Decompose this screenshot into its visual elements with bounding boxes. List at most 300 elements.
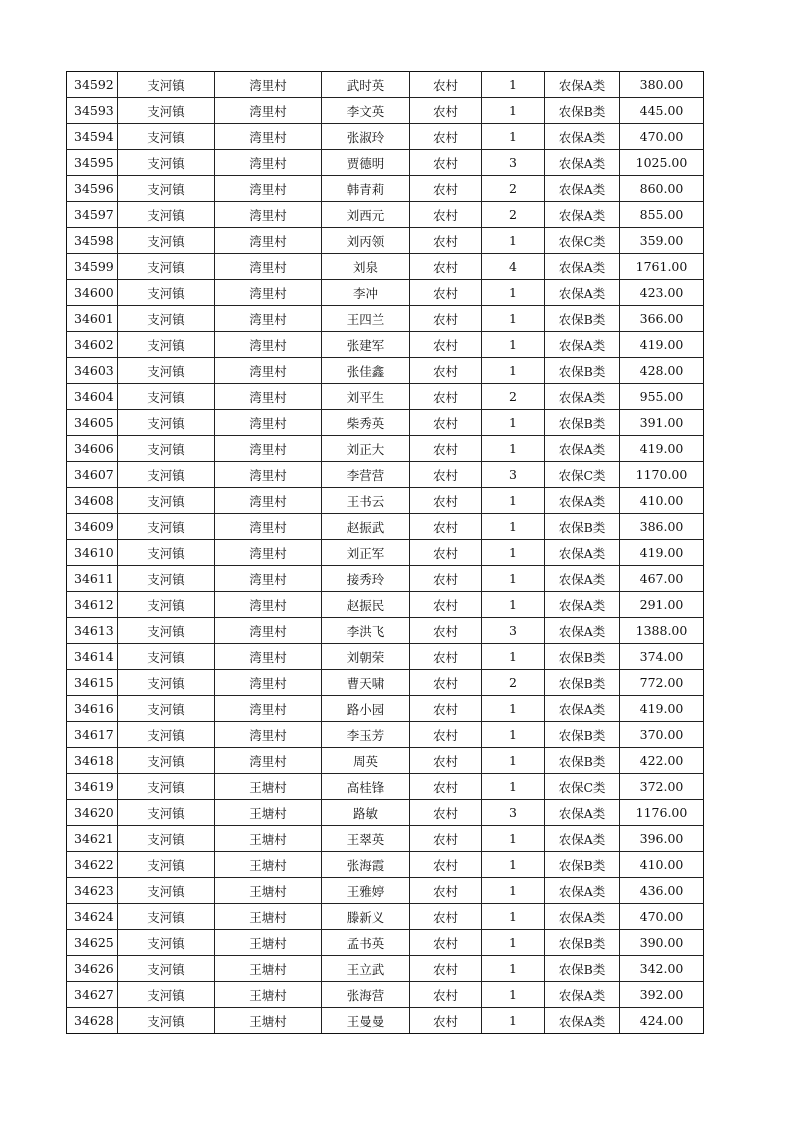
cell-name: 李玉芳 — [322, 722, 410, 748]
table-row — [67, 228, 704, 254]
cell-record-id: 34596 — [67, 176, 118, 202]
cell-household-type: 农村 — [410, 462, 482, 488]
cell-town: 支河镇 — [118, 696, 215, 722]
cell-insurance-class: 农保C类 — [545, 774, 620, 800]
cell-record-id: 34622 — [67, 852, 118, 878]
cell-village: 湾里村 — [215, 228, 322, 254]
cell-record-id: 34595 — [67, 150, 118, 176]
cell-name: 王四兰 — [322, 306, 410, 332]
cell-person-count: 1 — [482, 930, 545, 956]
cell-insurance-class: 农保A类 — [545, 1008, 620, 1034]
cell-town: 支河镇 — [118, 98, 215, 124]
cell-household-type: 农村 — [410, 176, 482, 202]
cell-person-count: 1 — [482, 410, 545, 436]
cell-record-id: 34593 — [67, 98, 118, 124]
cell-amount: 419.00 — [620, 332, 704, 358]
cell-record-id: 34598 — [67, 228, 118, 254]
cell-person-count: 1 — [482, 774, 545, 800]
cell-town: 支河镇 — [118, 514, 215, 540]
table-row — [67, 462, 704, 488]
cell-household-type: 农村 — [410, 150, 482, 176]
cell-person-count: 1 — [482, 722, 545, 748]
cell-amount: 955.00 — [620, 384, 704, 410]
cell-record-id: 34610 — [67, 540, 118, 566]
cell-insurance-class: 农保A类 — [545, 696, 620, 722]
table-row — [67, 332, 704, 358]
cell-person-count: 1 — [482, 878, 545, 904]
cell-town: 支河镇 — [118, 384, 215, 410]
cell-person-count: 1 — [482, 748, 545, 774]
cell-amount: 419.00 — [620, 540, 704, 566]
cell-household-type: 农村 — [410, 488, 482, 514]
cell-insurance-class: 农保A类 — [545, 176, 620, 202]
cell-village: 湾里村 — [215, 566, 322, 592]
cell-insurance-class: 农保B类 — [545, 410, 620, 436]
cell-town: 支河镇 — [118, 670, 215, 696]
cell-person-count: 3 — [482, 800, 545, 826]
cell-name: 李洪飞 — [322, 618, 410, 644]
cell-amount: 396.00 — [620, 826, 704, 852]
cell-name: 王书云 — [322, 488, 410, 514]
cell-name: 接秀玲 — [322, 566, 410, 592]
table-row — [67, 696, 704, 722]
table-row — [67, 280, 704, 306]
cell-person-count: 3 — [482, 150, 545, 176]
cell-household-type: 农村 — [410, 852, 482, 878]
table-row — [67, 410, 704, 436]
table-row — [67, 774, 704, 800]
cell-record-id: 34614 — [67, 644, 118, 670]
cell-village: 王塘村 — [215, 800, 322, 826]
cell-insurance-class: 农保C类 — [545, 228, 620, 254]
records-table-body — [67, 72, 704, 1034]
cell-amount: 366.00 — [620, 306, 704, 332]
cell-town: 支河镇 — [118, 1008, 215, 1034]
table-row — [67, 488, 704, 514]
cell-household-type: 农村 — [410, 436, 482, 462]
cell-record-id: 34613 — [67, 618, 118, 644]
cell-person-count: 1 — [482, 332, 545, 358]
cell-town: 支河镇 — [118, 124, 215, 150]
cell-town: 支河镇 — [118, 878, 215, 904]
cell-household-type: 农村 — [410, 514, 482, 540]
cell-name: 刘朝荣 — [322, 644, 410, 670]
cell-record-id: 34616 — [67, 696, 118, 722]
cell-amount: 436.00 — [620, 878, 704, 904]
cell-town: 支河镇 — [118, 72, 215, 98]
cell-record-id: 34597 — [67, 202, 118, 228]
cell-amount: 855.00 — [620, 202, 704, 228]
cell-town: 支河镇 — [118, 202, 215, 228]
cell-insurance-class: 农保A类 — [545, 72, 620, 98]
cell-household-type: 农村 — [410, 618, 482, 644]
cell-insurance-class: 农保A类 — [545, 436, 620, 462]
cell-village: 湾里村 — [215, 332, 322, 358]
cell-person-count: 1 — [482, 306, 545, 332]
cell-record-id: 34611 — [67, 566, 118, 592]
cell-household-type: 农村 — [410, 254, 482, 280]
cell-record-id: 34592 — [67, 72, 118, 98]
cell-village: 湾里村 — [215, 592, 322, 618]
cell-household-type: 农村 — [410, 358, 482, 384]
cell-record-id: 34604 — [67, 384, 118, 410]
cell-person-count: 1 — [482, 540, 545, 566]
cell-insurance-class: 农保B类 — [545, 306, 620, 332]
cell-town: 支河镇 — [118, 410, 215, 436]
cell-village: 湾里村 — [215, 176, 322, 202]
cell-town: 支河镇 — [118, 358, 215, 384]
cell-insurance-class: 农保B类 — [545, 670, 620, 696]
cell-village: 王塘村 — [215, 956, 322, 982]
cell-person-count: 1 — [482, 592, 545, 618]
cell-household-type: 农村 — [410, 124, 482, 150]
cell-record-id: 34612 — [67, 592, 118, 618]
cell-village: 王塘村 — [215, 904, 322, 930]
cell-record-id: 34608 — [67, 488, 118, 514]
cell-village: 湾里村 — [215, 436, 322, 462]
table-row — [67, 618, 704, 644]
cell-person-count: 1 — [482, 826, 545, 852]
table-row — [67, 254, 704, 280]
table-row — [67, 540, 704, 566]
cell-insurance-class: 农保B类 — [545, 358, 620, 384]
cell-insurance-class: 农保B类 — [545, 748, 620, 774]
cell-amount: 392.00 — [620, 982, 704, 1008]
cell-insurance-class: 农保B类 — [545, 644, 620, 670]
cell-name: 王翠英 — [322, 826, 410, 852]
cell-person-count: 1 — [482, 488, 545, 514]
cell-person-count: 1 — [482, 98, 545, 124]
cell-name: 刘正军 — [322, 540, 410, 566]
cell-amount: 1176.00 — [620, 800, 704, 826]
cell-village: 湾里村 — [215, 722, 322, 748]
cell-town: 支河镇 — [118, 722, 215, 748]
cell-amount: 428.00 — [620, 358, 704, 384]
cell-amount: 1170.00 — [620, 462, 704, 488]
table-row — [67, 956, 704, 982]
cell-insurance-class: 农保A类 — [545, 878, 620, 904]
cell-household-type: 农村 — [410, 800, 482, 826]
cell-name: 王立武 — [322, 956, 410, 982]
cell-village: 王塘村 — [215, 878, 322, 904]
cell-village: 湾里村 — [215, 644, 322, 670]
cell-person-count: 1 — [482, 1008, 545, 1034]
table-row — [67, 592, 704, 618]
table-row — [67, 566, 704, 592]
cell-town: 支河镇 — [118, 280, 215, 306]
cell-record-id: 34620 — [67, 800, 118, 826]
cell-name: 刘平生 — [322, 384, 410, 410]
cell-amount: 1388.00 — [620, 618, 704, 644]
table-row — [67, 124, 704, 150]
cell-household-type: 农村 — [410, 332, 482, 358]
cell-person-count: 1 — [482, 852, 545, 878]
cell-record-id: 34619 — [67, 774, 118, 800]
cell-name: 孟书英 — [322, 930, 410, 956]
cell-record-id: 34623 — [67, 878, 118, 904]
cell-town: 支河镇 — [118, 904, 215, 930]
cell-household-type: 农村 — [410, 722, 482, 748]
cell-amount: 386.00 — [620, 514, 704, 540]
cell-person-count: 2 — [482, 670, 545, 696]
cell-record-id: 34607 — [67, 462, 118, 488]
cell-record-id: 34628 — [67, 1008, 118, 1034]
table-row — [67, 1008, 704, 1034]
table-row — [67, 514, 704, 540]
cell-village: 湾里村 — [215, 150, 322, 176]
cell-name: 张淑玲 — [322, 124, 410, 150]
cell-village: 湾里村 — [215, 98, 322, 124]
cell-insurance-class: 农保A类 — [545, 384, 620, 410]
cell-record-id: 34599 — [67, 254, 118, 280]
cell-amount: 410.00 — [620, 852, 704, 878]
cell-amount: 342.00 — [620, 956, 704, 982]
cell-amount: 391.00 — [620, 410, 704, 436]
cell-village: 湾里村 — [215, 514, 322, 540]
cell-insurance-class: 农保A类 — [545, 904, 620, 930]
cell-person-count: 1 — [482, 72, 545, 98]
cell-name: 张海营 — [322, 982, 410, 1008]
cell-town: 支河镇 — [118, 592, 215, 618]
cell-village: 湾里村 — [215, 280, 322, 306]
cell-town: 支河镇 — [118, 150, 215, 176]
cell-town: 支河镇 — [118, 930, 215, 956]
cell-name: 张建军 — [322, 332, 410, 358]
cell-name: 张佳鑫 — [322, 358, 410, 384]
cell-record-id: 34615 — [67, 670, 118, 696]
cell-name: 李文英 — [322, 98, 410, 124]
cell-village: 湾里村 — [215, 254, 322, 280]
cell-household-type: 农村 — [410, 826, 482, 852]
cell-household-type: 农村 — [410, 748, 482, 774]
cell-household-type: 农村 — [410, 202, 482, 228]
cell-household-type: 农村 — [410, 670, 482, 696]
cell-record-id: 34626 — [67, 956, 118, 982]
table-row — [67, 748, 704, 774]
cell-town: 支河镇 — [118, 540, 215, 566]
cell-village: 湾里村 — [215, 306, 322, 332]
cell-town: 支河镇 — [118, 774, 215, 800]
cell-household-type: 农村 — [410, 956, 482, 982]
cell-village: 湾里村 — [215, 540, 322, 566]
cell-amount: 390.00 — [620, 930, 704, 956]
cell-insurance-class: 农保B类 — [545, 98, 620, 124]
cell-village: 湾里村 — [215, 72, 322, 98]
cell-insurance-class: 农保A类 — [545, 202, 620, 228]
cell-household-type: 农村 — [410, 696, 482, 722]
table-row — [67, 878, 704, 904]
cell-amount: 370.00 — [620, 722, 704, 748]
cell-record-id: 34617 — [67, 722, 118, 748]
cell-household-type: 农村 — [410, 540, 482, 566]
cell-amount: 419.00 — [620, 696, 704, 722]
cell-household-type: 农村 — [410, 228, 482, 254]
cell-town: 支河镇 — [118, 618, 215, 644]
cell-household-type: 农村 — [410, 280, 482, 306]
cell-village: 湾里村 — [215, 488, 322, 514]
cell-name: 武时英 — [322, 72, 410, 98]
cell-amount: 419.00 — [620, 436, 704, 462]
cell-amount: 424.00 — [620, 1008, 704, 1034]
cell-insurance-class: 农保A类 — [545, 540, 620, 566]
cell-name: 高桂锋 — [322, 774, 410, 800]
cell-name: 曹天啸 — [322, 670, 410, 696]
cell-insurance-class: 农保A类 — [545, 618, 620, 644]
cell-name: 路敏 — [322, 800, 410, 826]
cell-person-count: 1 — [482, 124, 545, 150]
cell-record-id: 34618 — [67, 748, 118, 774]
cell-person-count: 4 — [482, 254, 545, 280]
cell-household-type: 农村 — [410, 774, 482, 800]
cell-person-count: 1 — [482, 566, 545, 592]
cell-record-id: 34602 — [67, 332, 118, 358]
cell-household-type: 农村 — [410, 878, 482, 904]
table-row — [67, 722, 704, 748]
cell-village: 湾里村 — [215, 124, 322, 150]
cell-person-count: 1 — [482, 358, 545, 384]
cell-record-id: 34605 — [67, 410, 118, 436]
cell-insurance-class: 农保A类 — [545, 150, 620, 176]
cell-insurance-class: 农保A类 — [545, 566, 620, 592]
cell-insurance-class: 农保A类 — [545, 982, 620, 1008]
cell-amount: 423.00 — [620, 280, 704, 306]
cell-record-id: 34600 — [67, 280, 118, 306]
cell-town: 支河镇 — [118, 748, 215, 774]
cell-household-type: 农村 — [410, 982, 482, 1008]
cell-insurance-class: 农保A类 — [545, 280, 620, 306]
table-row — [67, 306, 704, 332]
cell-town: 支河镇 — [118, 826, 215, 852]
cell-town: 支河镇 — [118, 800, 215, 826]
cell-person-count: 1 — [482, 644, 545, 670]
cell-household-type: 农村 — [410, 904, 482, 930]
cell-household-type: 农村 — [410, 930, 482, 956]
cell-record-id: 34594 — [67, 124, 118, 150]
cell-record-id: 34601 — [67, 306, 118, 332]
cell-record-id: 34625 — [67, 930, 118, 956]
cell-name: 滕新义 — [322, 904, 410, 930]
cell-insurance-class: 农保B类 — [545, 514, 620, 540]
cell-village: 湾里村 — [215, 202, 322, 228]
cell-amount: 372.00 — [620, 774, 704, 800]
cell-amount: 860.00 — [620, 176, 704, 202]
cell-record-id: 34624 — [67, 904, 118, 930]
cell-amount: 291.00 — [620, 592, 704, 618]
cell-person-count: 2 — [482, 384, 545, 410]
cell-amount: 1025.00 — [620, 150, 704, 176]
cell-name: 刘丙领 — [322, 228, 410, 254]
table-row — [67, 72, 704, 98]
table-row — [67, 358, 704, 384]
table-row — [67, 982, 704, 1008]
cell-insurance-class: 农保A类 — [545, 592, 620, 618]
cell-insurance-class: 农保A类 — [545, 488, 620, 514]
cell-insurance-class: 农保A类 — [545, 332, 620, 358]
cell-name: 赵振武 — [322, 514, 410, 540]
cell-amount: 359.00 — [620, 228, 704, 254]
cell-person-count: 1 — [482, 436, 545, 462]
cell-village: 湾里村 — [215, 462, 322, 488]
cell-household-type: 农村 — [410, 410, 482, 436]
cell-town: 支河镇 — [118, 566, 215, 592]
cell-village: 湾里村 — [215, 748, 322, 774]
table-row — [67, 852, 704, 878]
cell-person-count: 2 — [482, 202, 545, 228]
cell-town: 支河镇 — [118, 436, 215, 462]
cell-village: 王塘村 — [215, 982, 322, 1008]
cell-person-count: 1 — [482, 228, 545, 254]
table-row — [67, 904, 704, 930]
table-row — [67, 644, 704, 670]
cell-amount: 1761.00 — [620, 254, 704, 280]
cell-name: 周英 — [322, 748, 410, 774]
table-row — [67, 150, 704, 176]
cell-person-count: 1 — [482, 904, 545, 930]
cell-amount: 470.00 — [620, 904, 704, 930]
cell-village: 湾里村 — [215, 670, 322, 696]
cell-person-count: 2 — [482, 176, 545, 202]
cell-amount: 772.00 — [620, 670, 704, 696]
cell-name: 贾德明 — [322, 150, 410, 176]
cell-insurance-class: 农保A类 — [545, 124, 620, 150]
cell-name: 张海霞 — [322, 852, 410, 878]
cell-name: 王雅婷 — [322, 878, 410, 904]
cell-household-type: 农村 — [410, 566, 482, 592]
cell-insurance-class: 农保B类 — [545, 930, 620, 956]
cell-amount: 467.00 — [620, 566, 704, 592]
table-row — [67, 436, 704, 462]
table-row — [67, 176, 704, 202]
cell-town: 支河镇 — [118, 228, 215, 254]
cell-person-count: 1 — [482, 514, 545, 540]
cell-household-type: 农村 — [410, 592, 482, 618]
records-table — [66, 71, 704, 1034]
cell-record-id: 34627 — [67, 982, 118, 1008]
cell-village: 王塘村 — [215, 930, 322, 956]
cell-town: 支河镇 — [118, 488, 215, 514]
cell-insurance-class: 农保B类 — [545, 722, 620, 748]
table-row — [67, 202, 704, 228]
cell-town: 支河镇 — [118, 956, 215, 982]
cell-name: 路小园 — [322, 696, 410, 722]
cell-person-count: 3 — [482, 618, 545, 644]
cell-amount: 410.00 — [620, 488, 704, 514]
cell-village: 湾里村 — [215, 696, 322, 722]
cell-town: 支河镇 — [118, 176, 215, 202]
cell-town: 支河镇 — [118, 644, 215, 670]
cell-amount: 470.00 — [620, 124, 704, 150]
cell-town: 支河镇 — [118, 306, 215, 332]
cell-name: 刘泉 — [322, 254, 410, 280]
cell-amount: 445.00 — [620, 98, 704, 124]
cell-name: 李冲 — [322, 280, 410, 306]
cell-name: 李营营 — [322, 462, 410, 488]
table-row — [67, 98, 704, 124]
cell-person-count: 1 — [482, 280, 545, 306]
cell-town: 支河镇 — [118, 982, 215, 1008]
cell-insurance-class: 农保B类 — [545, 852, 620, 878]
cell-record-id: 34603 — [67, 358, 118, 384]
cell-record-id: 34606 — [67, 436, 118, 462]
cell-household-type: 农村 — [410, 72, 482, 98]
cell-person-count: 3 — [482, 462, 545, 488]
cell-insurance-class: 农保B类 — [545, 956, 620, 982]
cell-village: 王塘村 — [215, 852, 322, 878]
cell-household-type: 农村 — [410, 1008, 482, 1034]
cell-town: 支河镇 — [118, 852, 215, 878]
cell-insurance-class: 农保A类 — [545, 254, 620, 280]
cell-person-count: 1 — [482, 956, 545, 982]
